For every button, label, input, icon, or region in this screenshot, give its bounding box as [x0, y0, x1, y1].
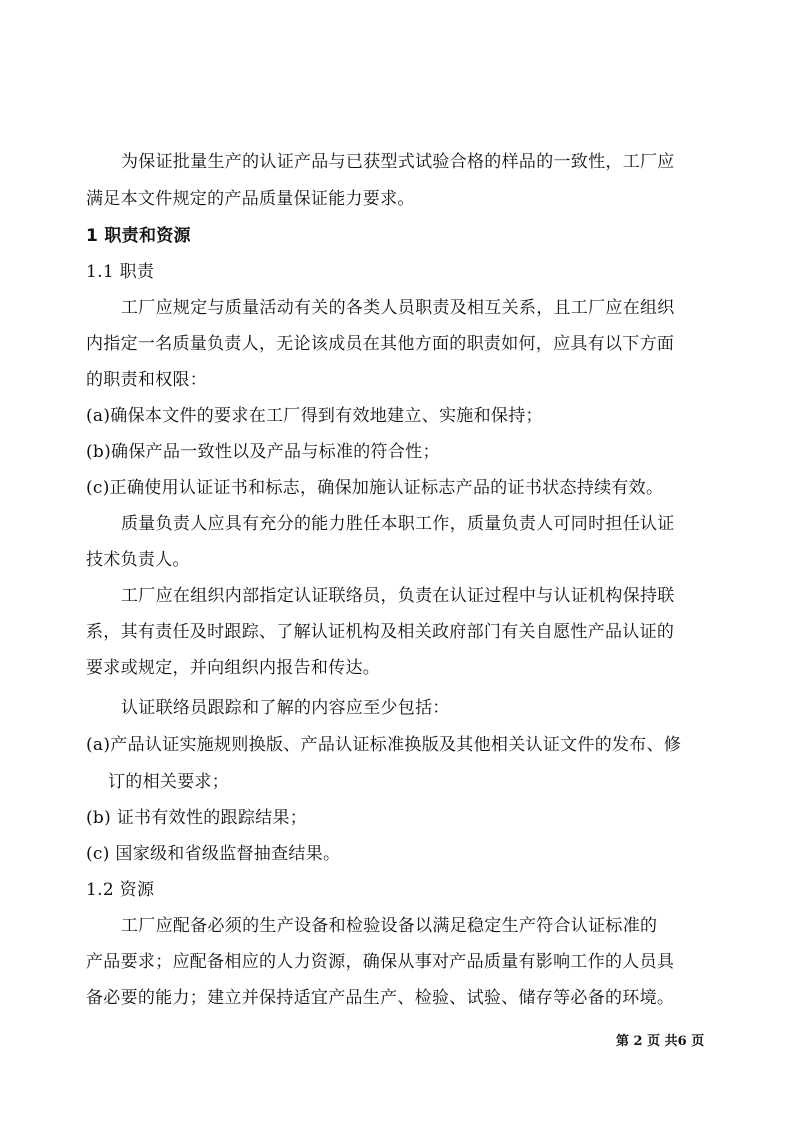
page-number-footer: 第 2 页 共6 页 [616, 1034, 705, 1049]
list-item-b: (b)确保产品一致性以及产品与标准的符合性； [86, 442, 440, 462]
paragraph-5-line-2: 产品要求；应配备相应的人力资源，确保从事对产品质量有影响工作的人员具 [86, 952, 675, 972]
intro-line-2: 满足本文件规定的产品质量保证能力要求。 [86, 189, 415, 209]
paragraph-3-line-1: 工厂应在组织内部指定认证联络员，负责在认证过程中与认证机构保持联 [121, 586, 675, 606]
section-1-heading: 1 职责和资源 [86, 226, 191, 246]
list-item-a: (a)确保本文件的要求在工厂得到有效地建立、实施和保持； [86, 406, 543, 426]
intro-line-1: 为保证批量生产的认证产品与已获型式试验合格的样品的一致性，工厂应 [121, 152, 675, 172]
paragraph-5-line-3: 备必要的能力；建立并保持适宜产品生产、检验、试验、储存等必备的环境。 [86, 988, 675, 1008]
paragraph-2-line-1: 质量负责人应具有充分的能力胜任本职工作，质量负责人可同时担任认证 [121, 514, 675, 534]
paragraph-3-line-2: 系，其有责任及时跟踪、了解认证机构及相关政府部门有关自愿性产品认证的 [86, 622, 675, 642]
section-1-1-heading: 1.1 职责 [86, 262, 155, 282]
paragraph-3-line-3: 要求或规定，并向组织内报告和传达。 [86, 658, 381, 678]
list2-item-b: (b) 证书有效性的跟踪结果； [86, 808, 308, 828]
paragraph-1-line-1: 工厂应规定与质量活动有关的各类人员职责及相互关系，且工厂应在组织 [121, 298, 675, 318]
list2-item-a-line-1: (a)产品认证实施规则换版、产品认证标准换版及其他相关认证文件的发布、修 [86, 735, 682, 755]
paragraph-1-line-3: 的职责和权限： [86, 370, 208, 390]
section-1-2-heading: 1.2 资源 [86, 880, 155, 900]
list2-item-a-line-2: 订的相关要求； [108, 772, 230, 792]
list-item-c: (c)正确使用认证证书和标志，确保加施认证标志产品的证书状态持续有效。 [86, 478, 664, 498]
paragraph-1-line-2: 内指定一名质量负责人，无论该成员在其他方面的职责如何，应具有以下方面 [86, 334, 675, 354]
list2-item-c: (c) 国家级和省级监督抽查结果。 [86, 844, 341, 864]
paragraph-4-line-1: 认证联络员跟踪和了解的内容应至少包括： [121, 698, 450, 718]
paragraph-5-line-1: 工厂应配备必须的生产设备和检验设备以满足稳定生产符合认证标准的 [121, 916, 658, 936]
paragraph-2-line-2: 技术负责人。 [86, 550, 190, 570]
